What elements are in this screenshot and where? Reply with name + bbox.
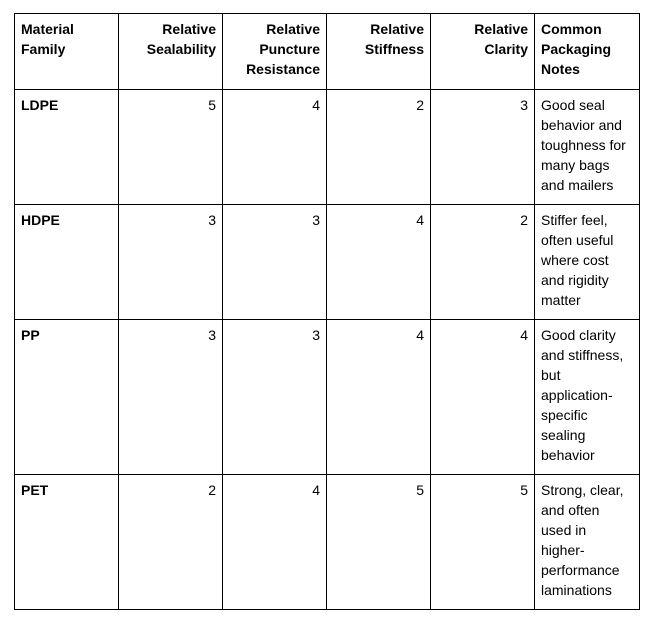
material-comparison-table-container — [14, 13, 640, 610]
header-material-family: Material Family — [15, 14, 119, 90]
cell-clarity: 5 — [431, 475, 535, 610]
cell-notes: Strong, clear, and often used in higher-performance laminations — [535, 475, 640, 610]
cell-clarity: 2 — [431, 205, 535, 320]
cell-material-family: PP — [15, 320, 119, 475]
cell-puncture-resistance: 3 — [223, 205, 327, 320]
cell-sealability: 3 — [119, 320, 223, 475]
cell-material-family: HDPE — [15, 205, 119, 320]
cell-sealability: 3 — [119, 205, 223, 320]
cell-puncture-resistance: 3 — [223, 320, 327, 475]
cell-stiffness: 4 — [327, 205, 431, 320]
cell-sealability: 2 — [119, 475, 223, 610]
table-body — [15, 90, 640, 610]
cell-clarity: 4 — [431, 320, 535, 475]
cell-notes: Good seal behavior and toughness for many bags and mailers — [535, 90, 640, 205]
cell-material-family: LDPE — [15, 90, 119, 205]
header-row — [15, 14, 640, 90]
cell-clarity: 3 — [431, 90, 535, 205]
header-relative-stiffness: Relative Stiffness — [327, 14, 431, 90]
cell-stiffness: 4 — [327, 320, 431, 475]
header-relative-sealability: Relative Sealability — [119, 14, 223, 90]
table-row — [15, 475, 640, 610]
header-relative-clarity: Relative Clarity — [431, 14, 535, 90]
cell-stiffness: 5 — [327, 475, 431, 610]
table-row — [15, 320, 640, 475]
cell-puncture-resistance: 4 — [223, 90, 327, 205]
cell-sealability: 5 — [119, 90, 223, 205]
table-row — [15, 90, 640, 205]
cell-puncture-resistance: 4 — [223, 475, 327, 610]
table-header — [15, 14, 640, 90]
table-row — [15, 205, 640, 320]
material-comparison-table — [14, 13, 640, 610]
cell-notes: Good clarity and stiffness, but application-specific sealing behavior — [535, 320, 640, 475]
header-relative-puncture-resistance: Relative Puncture Resistance — [223, 14, 327, 90]
cell-stiffness: 2 — [327, 90, 431, 205]
cell-notes: Stiffer feel, often useful where cost and rigidity matter — [535, 205, 640, 320]
cell-material-family: PET — [15, 475, 119, 610]
header-common-packaging-notes: Common Packaging Notes — [535, 14, 640, 90]
